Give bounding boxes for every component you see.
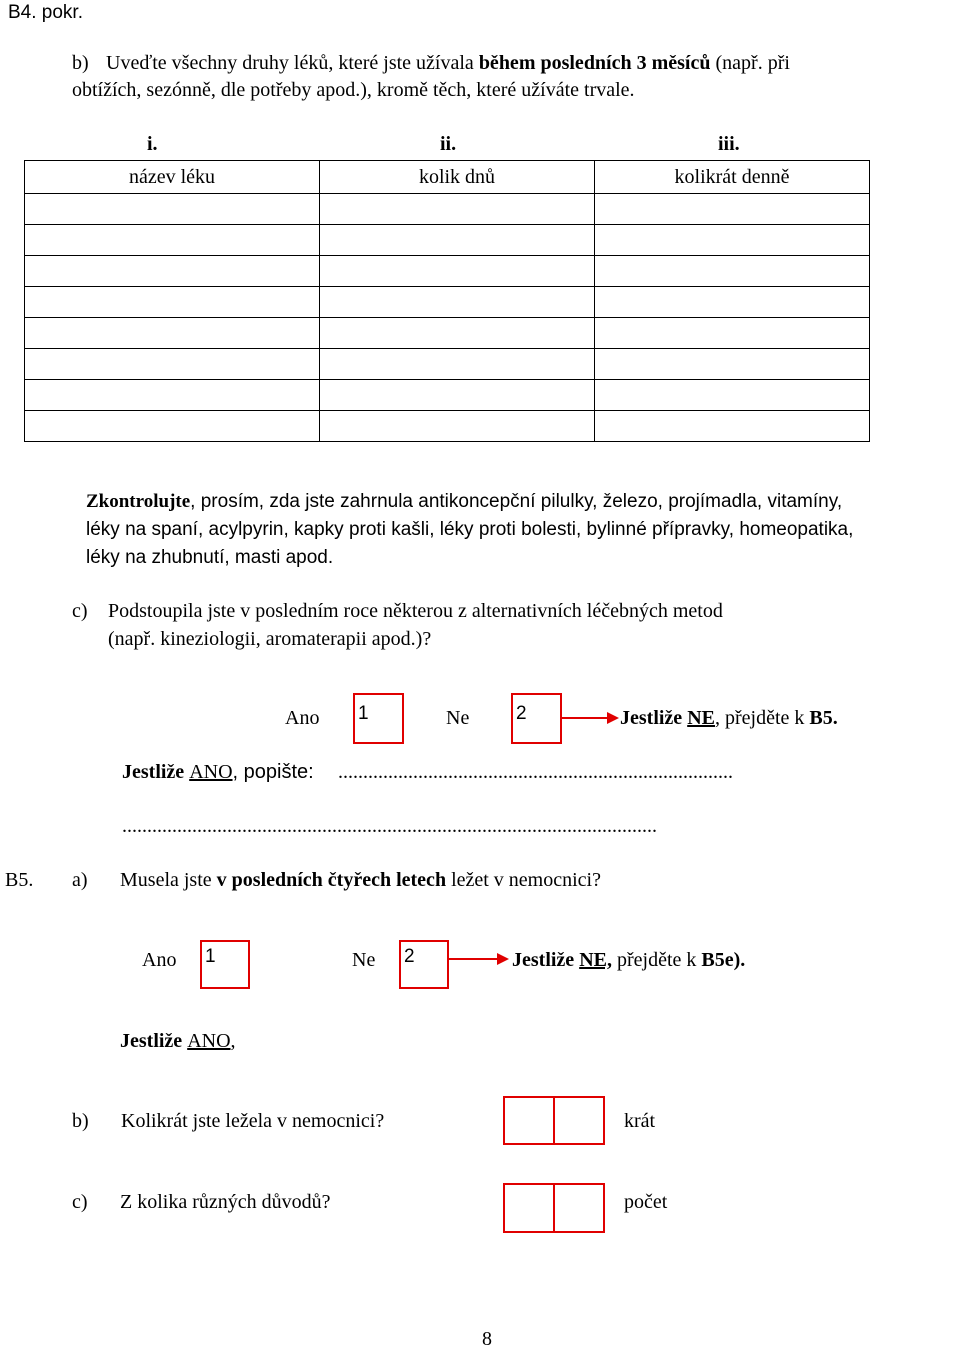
b5-if-yes: Jestliže ANO, [120,1030,236,1052]
b5-arrowhead-icon [497,953,509,965]
table-header-row [25,161,870,194]
cell-times-daily[interactable] [595,256,870,287]
cell-times-daily[interactable] [595,225,870,256]
b5-skip-arrow [449,958,499,960]
b5-a-letter: a) [72,869,88,891]
header-days: kolik dnů [320,161,595,194]
cell-drug-name[interactable] [25,349,320,380]
b5-c-unit: počet [624,1191,668,1213]
question-b-letter: b) [72,52,89,74]
table-row [25,287,870,318]
qc-skip-arrow [562,717,610,719]
table-row [25,349,870,380]
table-row [25,194,870,225]
page-number: 8 [482,1328,492,1350]
cell-days[interactable] [320,349,595,380]
qc-skip-instruction: Jestliže NE, přejděte k B5. [620,707,838,729]
b5-ne-code: 2 [404,946,415,967]
b5-ne-label: Ne [352,949,376,971]
header-times-daily: kolikrát denně [595,161,870,194]
b5-b-letter: b) [72,1110,89,1132]
b5-c-digit-box-1[interactable] [503,1183,555,1233]
check-note-line1: Zkontrolujte, prosím, zda jste zahrnula antikoncepční pilulky, železo, projímadla, vitamíny, [86,491,843,512]
cell-times-daily[interactable] [595,287,870,318]
cell-days[interactable] [320,194,595,225]
qc-ano-code: 1 [358,703,369,724]
page-header: B4. pokr. [8,2,83,23]
col-marker-i: i. [147,133,158,155]
b5-b-digit-box-1[interactable] [503,1096,555,1145]
cell-drug-name[interactable] [25,318,320,349]
check-note-line2: léky na spaní, acylpyrin, kapky proti kašli, léky proti bolesti, bylinné přípravky, homeopatika, [86,519,854,540]
cell-days[interactable] [320,318,595,349]
b5-label: B5. [5,869,34,891]
cell-times-daily[interactable] [595,318,870,349]
cell-times-daily[interactable] [595,380,870,411]
qc-ano-label: Ano [285,707,320,729]
qc-arrowhead-icon [607,712,619,724]
b5-ano-code: 1 [205,946,216,967]
cell-days[interactable] [320,225,595,256]
table-row [25,380,870,411]
table-row [25,225,870,256]
question-c-line2: (např. kineziologii, aromaterapii apod.)? [108,628,432,650]
b5-c-question: Z kolika různých důvodů? [120,1191,331,1213]
cell-drug-name[interactable] [25,380,320,411]
cell-drug-name[interactable] [25,411,320,442]
b5-b-digit-box-2[interactable] [553,1096,605,1145]
medication-table [24,160,870,442]
cell-times-daily[interactable] [595,411,870,442]
cell-days[interactable] [320,411,595,442]
b5-c-digit-box-2[interactable] [553,1183,605,1233]
col-marker-iii: iii. [718,133,740,155]
question-c-letter: c) [72,600,88,622]
cell-days[interactable] [320,380,595,411]
cell-days[interactable] [320,287,595,318]
cell-times-daily[interactable] [595,194,870,225]
cell-drug-name[interactable] [25,225,320,256]
qc-describe-line1[interactable]: ............................................................................... [338,761,733,783]
check-note-line3: léky na zhubnutí, masti apod. [86,547,334,568]
b5-a-question: Musela jste v posledních čtyřech letech ležet v nemocnici? [120,869,601,891]
cell-drug-name[interactable] [25,287,320,318]
table-row [25,411,870,442]
qc-ne-label: Ne [446,707,470,729]
b5-b-unit: krát [624,1110,656,1132]
qc-if-yes: Jestliže ANO, popište: [122,761,314,783]
qc-describe-line2[interactable]: ........................................................................................................... [122,815,657,837]
table-row [25,256,870,287]
cell-drug-name[interactable] [25,194,320,225]
qc-ne-code: 2 [516,703,527,724]
header-drug-name: název léku [25,161,320,194]
col-marker-ii: ii. [440,133,457,155]
cell-drug-name[interactable] [25,256,320,287]
cell-days[interactable] [320,256,595,287]
cell-times-daily[interactable] [595,349,870,380]
question-c-line1: Podstoupila jste v posledním roce některou z alternativních léčebných metod [108,600,723,622]
question-b-line2: obtížích, sezónně, dle potřeby apod.), kromě těch, které užíváte trvale. [72,79,635,101]
table-row [25,318,870,349]
b5-ano-label: Ano [142,949,177,971]
question-b-line1: Uveďte všechny druhy léků, které jste užívala během posledních 3 měsíců (např. při [106,52,790,74]
b5-skip-instruction: Jestliže NE, přejděte k B5e). [512,949,746,971]
b5-c-letter: c) [72,1191,88,1213]
b5-b-question: Kolikrát jste ležela v nemocnici? [121,1110,385,1132]
